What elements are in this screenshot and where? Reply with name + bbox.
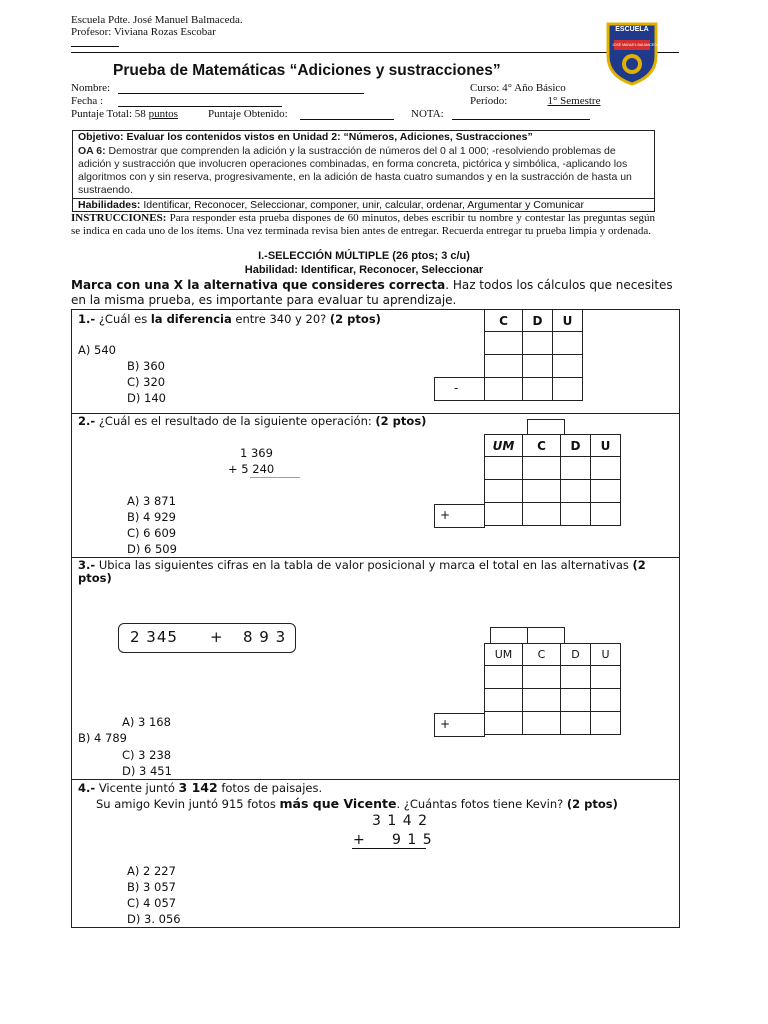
q1-cell[interactable] (485, 355, 523, 378)
q3-cell[interactable] (485, 689, 523, 712)
q3-expression-a: 2 345 (130, 628, 178, 646)
q4-line2 (96, 796, 618, 811)
objetivo-text: Evaluar los contenidos vistos en Unidad 2: “Números, Adiciones, Sustracciones” (126, 131, 533, 143)
q4-option-c[interactable]: C) 4 057 (127, 896, 177, 910)
q3-option-a[interactable]: A) 3 168 (122, 715, 171, 729)
q1-option-a[interactable]: A) 540 (78, 343, 116, 357)
q1-cell[interactable] (485, 378, 523, 401)
q4-option-d[interactable]: D) 3. 056 (127, 912, 181, 926)
q3-operator-cell (434, 713, 485, 737)
q2-cell[interactable] (591, 457, 621, 480)
q4-line1-pre: Vicente juntó (98, 781, 179, 795)
q3-carry-box-1[interactable] (490, 627, 528, 644)
q3-header-um: UM (485, 644, 523, 666)
q2-text: ¿Cuál es el resultado de la siguiente operación: (98, 414, 372, 428)
q4-operand1: 3 1 4 2 (372, 813, 428, 829)
q3-cell[interactable] (485, 666, 523, 689)
fecha-label: Fecha : (71, 95, 104, 107)
q3-expression-b: 8 9 3 (243, 628, 287, 646)
q3-cell[interactable] (523, 712, 561, 735)
q1-option-b[interactable]: B) 360 (127, 359, 165, 373)
q3-cell[interactable] (591, 689, 621, 712)
q3-operator: + (440, 717, 451, 731)
q2-header-um: UM (485, 435, 523, 457)
q3-carry-box-2[interactable] (527, 627, 565, 644)
q3-cell[interactable] (591, 712, 621, 735)
puntaje-total-label (71, 108, 178, 121)
q3-place-value-table (484, 643, 621, 735)
nombre-field[interactable] (118, 93, 364, 94)
q3-cell[interactable] (561, 666, 591, 689)
q2-operand2: + 5 240 (228, 462, 275, 476)
logo-text: ESCUELA (615, 26, 649, 33)
q4-line1-bold: 3 142 (178, 780, 218, 795)
puntaje-total-unit: puntos (148, 108, 178, 120)
q4-option-a[interactable]: A) 2 227 (127, 864, 176, 878)
q2-cell[interactable] (523, 457, 561, 480)
q3-option-c[interactable]: C) 3 238 (122, 748, 172, 762)
q1-cell[interactable] (553, 378, 583, 401)
habilidades-text: Identificar, Reconocer, Seleccionar, componer, unir, calcular, ordenar, Argumentar y Comunicar (143, 199, 585, 211)
q1-option-c[interactable]: C) 320 (127, 375, 166, 389)
q4-line2-post: . ¿Cuántas fotos tiene Kevin? (396, 797, 564, 811)
section-skill: Habilidad: Identificar, Reconocer, Seleccionar (244, 264, 484, 276)
q2-cell[interactable] (485, 457, 523, 480)
q4-line2-bold: más que Vicente (279, 796, 397, 811)
section-title: I.-SELECCIÓN MÚLTIPLE (26 ptos; 3 c/u) (258, 250, 470, 262)
q1-pre: ¿Cuál es (98, 312, 151, 326)
periodo-value: 1° Semestre (547, 95, 601, 107)
q1-cell[interactable] (485, 332, 523, 355)
header-short-rule (71, 46, 119, 47)
q1-bold: la diferencia (150, 312, 232, 326)
q3-cell[interactable] (561, 712, 591, 735)
q4-sum-line (352, 848, 426, 849)
q2-option-b[interactable]: B) 4 929 (127, 510, 176, 524)
nota-label: NOTA: (411, 108, 444, 120)
q4-operand2-op: + (353, 832, 365, 848)
q2-sum-line (250, 477, 300, 478)
q1-cell[interactable] (523, 332, 553, 355)
q3-cell[interactable] (591, 666, 621, 689)
q3-cell[interactable] (523, 689, 561, 712)
q2-cell[interactable] (561, 480, 591, 503)
q4-line2-pre: Su amigo Kevin juntó 915 fotos (96, 797, 280, 811)
q4-line1-post: fotos de paisajes. (217, 781, 323, 795)
section-instruction-bold: Marca con una X la alternativa que consideres correcta (71, 278, 446, 292)
q1-header-u: U (553, 310, 583, 332)
logo-subtext: JOSÉ MANUEL BALMACEDA (612, 43, 660, 47)
q1-prompt (78, 312, 381, 326)
habilidades-line (78, 199, 584, 211)
q2-cell[interactable] (523, 503, 561, 526)
q3-text: Ubica las siguientes cifras en la tabla de valor posicional y marca el total en las alternativas (98, 558, 629, 572)
q1-operator: - (454, 381, 459, 395)
q2-operator: + (440, 508, 451, 522)
q3-header-u: U (591, 644, 621, 666)
q4-operand2: 9 1 5 (392, 832, 433, 848)
q2-option-a[interactable]: A) 3 871 (127, 494, 176, 508)
q2-cell[interactable] (485, 503, 523, 526)
section-instruction (71, 278, 681, 308)
q4-points: (2 ptos) (566, 797, 618, 811)
q2-points: (2 ptos) (375, 414, 427, 428)
teacher-name: Profesor: Viviana Rozas Escobar (71, 26, 216, 38)
puntaje-obtenido-field[interactable] (300, 119, 394, 120)
q1-cell[interactable] (553, 332, 583, 355)
q4-line1 (78, 780, 322, 795)
q2-cell[interactable] (591, 503, 621, 526)
instructions-text: Para responder esta prueba dispones de 60 minutos, debes escribir tu nombre y contestar las preguntas según se indica en cada uno de los ítems. Una vez terminada revisa bien antes de entregar. Recuerda entregar tu prueba limpia y ordenada. (71, 212, 655, 237)
header-rule (71, 52, 679, 53)
q2-operand1: 1 369 (240, 446, 273, 460)
q2-option-c[interactable]: C) 6 609 (127, 526, 177, 540)
oa-text: Demostrar que comprenden la adición y la sustracción de números del 0 al 1 000; -resolviendo problemas de adición y sustracción que involucren operaciones combinadas, en forma concreta, pictórica y simbólica, -aplicando los algoritmos con y sin reserva, progresivamente, en la adición de hasta cuatro sumandos y en la sustracción de hasta un sustraendo. (78, 145, 632, 196)
q1-cell[interactable] (553, 355, 583, 378)
objective-line (78, 131, 533, 143)
q1-header-c: C (485, 310, 523, 332)
q2-cell[interactable] (561, 457, 591, 480)
q3-option-d[interactable]: D) 3 451 (122, 764, 172, 778)
q3-prompt (78, 559, 676, 585)
page-title: Prueba de Matemáticas “Adiciones y sustracciones” (113, 62, 501, 79)
school-logo (606, 22, 658, 86)
q2-cell[interactable] (591, 480, 621, 503)
q1-place-value-table (484, 309, 583, 401)
section-instruction-rest: . Haz todos los cálculos que necesites en la misma prueba, es importante para evaluar tu aprendizaje. (71, 278, 673, 307)
school-name: Escuela Pdte. José Manuel Balmaceda. (71, 14, 243, 26)
q3-cell[interactable] (485, 712, 523, 735)
q3-expression-op: + (210, 628, 223, 646)
q1-option-d[interactable]: D) 140 (127, 391, 166, 405)
q1-cell[interactable] (523, 355, 553, 378)
q4-number: 4.- (78, 781, 96, 795)
q2-option-d[interactable]: D) 6 509 (127, 542, 177, 556)
habilidades-label: Habilidades: (78, 199, 141, 211)
objetivo-label: Objetivo: (78, 131, 124, 143)
instructions-label: INSTRUCCIONES: (71, 212, 167, 224)
q2-header-c: C (523, 435, 561, 457)
nombre-label: Nombre: (71, 82, 111, 94)
q3-cell[interactable] (561, 689, 591, 712)
q1-operator-cell (434, 377, 485, 401)
puntaje-obtenido-label: Puntaje Obtenido: (208, 108, 288, 120)
q1-points: (2 ptos) (329, 312, 381, 326)
oa-paragraph (78, 145, 650, 197)
nota-field[interactable] (452, 119, 590, 120)
q3-header-d: D (561, 644, 591, 666)
q3-option-b[interactable]: B) 4 789 (78, 731, 127, 745)
q3-points: (2 ptos) (78, 558, 646, 585)
q2-place-value-table (484, 434, 621, 526)
q1-post: entre 340 y 20? (231, 312, 327, 326)
oa-label: OA 6: (78, 145, 106, 157)
q1-header-d: D (523, 310, 553, 332)
q2-header-d: D (561, 435, 591, 457)
q2-operator-cell (434, 504, 485, 528)
q1-number: 1.- (78, 312, 96, 326)
q3-number: 3.- (78, 558, 96, 572)
q1-cell[interactable] (523, 378, 553, 401)
q2-carry-box[interactable] (527, 419, 565, 435)
q2-number: 2.- (78, 414, 96, 428)
q2-header-u: U (591, 435, 621, 457)
q2-cell[interactable] (561, 503, 591, 526)
q2-cell[interactable] (485, 480, 523, 503)
q2-prompt (78, 414, 426, 428)
curso-label: Curso: 4° Año Básico (470, 82, 566, 94)
q2-cell[interactable] (523, 480, 561, 503)
q4-option-b[interactable]: B) 3 057 (127, 880, 176, 894)
puntaje-total-text: Puntaje Total: 58 (71, 108, 146, 120)
instructions (71, 212, 655, 238)
periodo-label: Período: (470, 95, 508, 107)
fecha-field[interactable] (118, 106, 282, 107)
q3-header-c: C (523, 644, 561, 666)
q3-cell[interactable] (523, 666, 561, 689)
